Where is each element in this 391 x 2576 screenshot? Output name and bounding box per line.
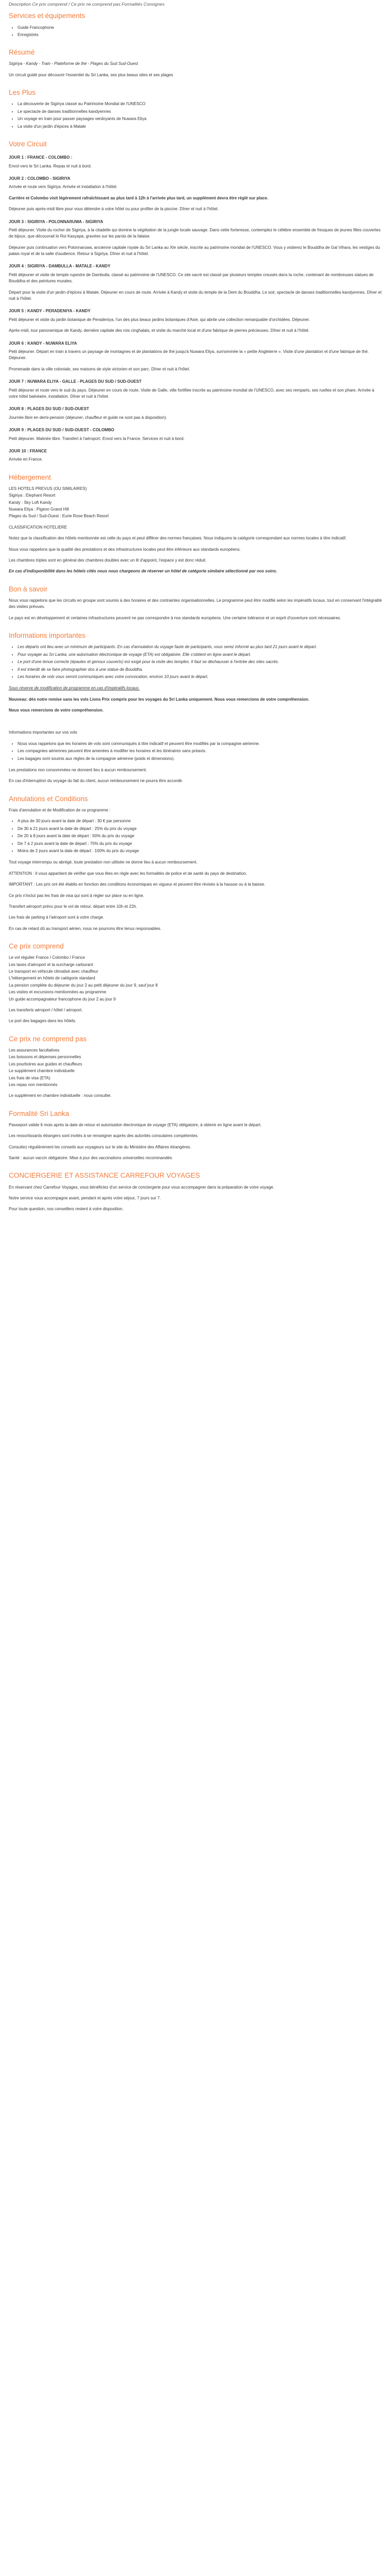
excluded-line: Le supplément chambre individuelle [9, 1069, 75, 1074]
day-title: JOUR 2 : COLOMBO - SIGIRIYA [9, 176, 71, 181]
conciergerie-text: En réservant chez Carrefour Voyages, vous bénéficiez d'un service de conciergerie pour vous accompagner dans la préparation de votre voyage. [9, 1184, 274, 1190]
list-item: • Un voyage en train pour passer paysages verdoyants de Nuwara Eliya [18, 116, 382, 122]
hotel-line: Sigiriya : Elephant Resort [9, 493, 56, 498]
formalite-text: Les ressortissants étrangers sont invités à se renseigner auprès des autorités consulaires compétentes. [9, 1133, 199, 1139]
day-10 [9, 448, 382, 463]
included-line: L'hébergement en hôtels de catégorie standard [9, 976, 95, 981]
section-title-resume: Résumé [9, 48, 35, 57]
day-4 [9, 263, 382, 302]
list-item: • Le spectacle de danses traditionnelles kandyennes [18, 109, 382, 115]
list-item: • Pour voyager au Sri Lanka, une autorisation électronique de voyage (ETA) est obligatoire. Elle s'obtient en ligne avant le départ. [18, 652, 382, 658]
section-title-prix-comprend: Ce prix comprend [9, 942, 64, 951]
hotel-line: Plages du Sud / Sud-Ouest : Eurie Rose Beach Resort [9, 514, 109, 519]
list-item: • Guide Francophone [18, 25, 382, 31]
formalite-text: Consultez régulièrement les conseils aux voyageurs sur le site du Ministère des Affaires étrangères. [9, 1144, 191, 1149]
included-line: Les visites et excursions mentionnées au programme [9, 990, 106, 995]
infos-text: Nous vous remercions de votre compréhension. [9, 708, 104, 713]
day-2 [9, 176, 382, 213]
day-title: JOUR 9 : PLAGES DU SUD / SUD-OUEST - COLOMBO [9, 428, 115, 433]
flights-intro: Informations importantes sur vos vols [9, 730, 77, 735]
list-item: • Il est interdit de se faire photographier dos à une statue de Bouddha. [18, 667, 382, 673]
list-item: • Enregistrés [18, 32, 382, 38]
infos-list [9, 644, 382, 680]
list-item: • Les départs ont lieu avec un minimum de participants. En cas d'annulation du voyage faute de participants, vous serez informé au plus tard 21 jours avant le départ. [18, 644, 382, 650]
day-8 [9, 406, 382, 421]
resume-line-1: Sigiriya - Kandy - Train - Plateforme de thé - Plages du Sud Sud-Ouest [9, 61, 138, 66]
conditions-text: Transfert aéroport prévu pour le vol de retour, départ entre 10h et 22h. [9, 904, 137, 909]
day-title: JOUR 3 : SIGIRIYA - POLONNARUWA - SIGIRIYA [9, 219, 103, 224]
day-text: Départ pour la visite d'un jardin d'épices à Matale. Déjeuner en cours de route. Arrivée à Kandy et visite du temple de la Dent du Bouddha. Le soir, spectacle de danses traditionnelles kandyennes. Dîner et nuit à l'hôtel. [9, 290, 382, 301]
day-6 [9, 341, 382, 373]
day-title: JOUR 1 : FRANCE - COLOMBO : [9, 155, 73, 160]
hotels-heading: LES HOTELS PREVUS (OU SIMILAIRES) [9, 486, 87, 491]
list-item: • La découverte de Sigiriya classé au Patrimoine Mondial de l'UNESCO [18, 101, 382, 107]
list-item: • De 30 à 21 jours avant la date de départ : 25% du prix du voyage [18, 826, 382, 832]
list-item: • A plus de 30 jours avant la date de départ : 30 € par personne [18, 818, 382, 824]
conditions-text: Les frais de parking à l'aéroport sont à votre charge. [9, 915, 104, 920]
list-item: • De 7 à 2 jours avant la date de départ : 75% du prix du voyage [18, 841, 382, 847]
included-line: Un guide accompagnateur francophone du jour 2 au jour 9 [9, 996, 116, 1002]
conditions-intro: Frais d'annulation et de Modification de ce programme : [9, 807, 111, 812]
day-title: JOUR 7 : NUWARA ELIYA - GALLE - PLAGES DU SUD / SUD-OUEST [9, 379, 142, 384]
infos-text: Sous réserve de modification de programme en cas d'impératifs locaux. [9, 686, 140, 691]
list-item: • Nous vous rappelons que les horaires de vols sont communiqués à titre indicatif et peuvent être modifiés par la compagnie aérienne. [18, 741, 382, 747]
flights-note: En cas d'interruption du voyage du fait du client, aucun remboursement ne pourra être accordé. [9, 778, 183, 784]
included-line: Le vol régulier France / Colombo / France [9, 955, 85, 960]
hebergement-text: Nous vous rappelons que la qualité des prestations et des infrastructures locales peut être inférieure aux standards européens. [9, 547, 241, 552]
included-text: Le port des bagages dans les hôtels. [9, 1019, 76, 1024]
hotel-line: Nuwara Eliya : Pigeon Grand Hill [9, 507, 69, 512]
list-item: • De 20 à 8 jours avant la date de départ : 50% du prix du voyage [18, 833, 382, 839]
top-line: Description Ce prix comprend / Ce prix ne comprend pas Formalités Consignes [9, 2, 165, 7]
list-item: • Moins de 2 jours avant la date de départ : 100% du prix du voyage [18, 848, 382, 854]
conciergerie-text: Pour toute question, nos conseillers restent à votre disposition. [9, 1207, 124, 1212]
day-3 [9, 219, 382, 258]
included-line: Les taxes d'aéroport et la surcharge carburant [9, 962, 93, 967]
plus-list [9, 101, 382, 130]
classification-title: CLASSIFICATION HOTELIERE [9, 524, 67, 530]
conditions-important: IMPORTANT : Les prix ont été établis en fonction des conditions économiques en vigueur et peuvent être révisés à la hausse ou à la baisse. [9, 882, 266, 887]
conditions-text: Ce prix n'inclut pas les frais de visa qui sont à régler sur place ou en ligne. [9, 893, 144, 898]
infos-text: Nouveau: dès notre remise sans les vols Lions Prix compris pour les voyages du Sri Lanka uniquement. Nous vous remercions de votre compréhension. [9, 697, 309, 702]
day-title: JOUR 6 : KANDY - NUWARA ELIYA [9, 341, 77, 346]
excluded-line: Les pourboires aux guides et chauffeurs [9, 1061, 83, 1066]
services-list [9, 25, 382, 39]
day-title: JOUR 10 : FRANCE [9, 448, 47, 453]
day-text: Déjeuner puis après-midi libre pour vous détendre à votre hôtel ou pour profiter de la piscine. Dîner et nuit à l'hôtel. [9, 207, 219, 212]
included-line: La pension complète du déjeuner du jour 2 au petit déjeuner du jour 9, sauf jour 8 [9, 982, 158, 988]
excluded-line: Les assurances facultatives [9, 1047, 60, 1053]
included-text: Les transferts aéroport / hôtel / aéroport. [9, 1007, 83, 1012]
section-title-prix-ne-comprend-pas: Ce prix ne comprend pas [9, 1035, 87, 1043]
formalite-text: Santé : aucun vaccin obligatoire. Mise à jour des vaccinations universelles recommandée. [9, 1156, 173, 1161]
day-text: Petit déjeuner et visite de temple rupestre de Dambulla, classé au patrimoine de l'UNESCO. Ce site sacré est classé par plusieurs temples creusés dans la roche, contenant de nombreuses statues de Bouddha et des peintures murales. [9, 272, 374, 284]
section-title-conciergerie: CONCIERGERIE ET ASSISTANCE CARREFOUR VOYAGES [9, 1172, 200, 1180]
section-title-plus: Les Plus [9, 89, 36, 97]
section-title-bon-a-savoir: Bon à savoir [9, 585, 48, 593]
excluded-list [9, 1047, 382, 1088]
day-title: JOUR 4 : SIGIRIYA - DAMBULLA - MATALE - KANDY [9, 264, 111, 269]
excluded-line: Les boissons et dépenses personnelles [9, 1055, 82, 1060]
section-title-formalite-sri-lanka: Formalité Sri Lanka [9, 1109, 70, 1117]
conditions-text: Tout voyage interrompu ou abrégé, toute prestation non utilisée ne donne lieu à aucun remboursement. [9, 860, 198, 865]
conciergerie-text: Notre service vous accompagne avant, pendant et après votre séjour, 7 jours sur 7. [9, 1196, 161, 1201]
day-text: Arrivée et route vers Sigiriya. Arrivée et installation à l'hôtel. [9, 184, 118, 190]
flights-note: Les prestations non consommées ne donnent lieu à aucun remboursement. [9, 768, 147, 773]
section-title-informations: Informations importantes [9, 632, 86, 640]
hotels-list [9, 486, 382, 520]
cancellation-fees-list [9, 818, 382, 854]
day-1 [9, 155, 382, 170]
flights-list [9, 741, 382, 762]
hebergement-text: Les chambres triples sont en général des chambres doubles avec un lit d'appoint, l'espace y est donc réduit. [9, 558, 207, 563]
included-line: Le transport en véhicule climatisé avec chauffeur [9, 969, 99, 974]
day-title: JOUR 8 : PLAGES DU SUD / SUD-OUEST [9, 406, 89, 412]
conditions-attention: ATTENTION : Il vous appartient de vérifier que vous êtes en règle avec les formalités de police et de santé du pays de destination. [9, 871, 247, 876]
excluded-text: Le supplément en chambre individuelle : nous consulter. [9, 1093, 112, 1098]
day-text: Promenade dans la ville coloniale, ses maisons de style victorien et son parc. Dîner et nuit à l'hôtel. [9, 366, 190, 371]
list-item: • Le port d'une tenue correcte (épaules et genoux couverts) est exigé pour la visite des temples. Il faut se déchausser à l'entrée des sites sacrés. [18, 659, 382, 665]
day-5 [9, 308, 382, 334]
conditions-text: En cas de retard dû au transport aérien, nous ne pourrons être tenus responsables. [9, 926, 161, 931]
bon-a-savoir-text: Nous vous rappelons que les circuits en groupe sont soumis à des horaires et des contraintes organisationnelles. Le programme peut être modifié selon les impératifs locaux, tout en conservant l'intégralité des visites prévues. [9, 598, 382, 609]
day-text: Petit déjeuner et visite du jardin botanique de Peradeniya, l'un des plus beaux jardins botaniques d'Asie, qui abrite une collection remarquable d'orchidées. Déjeuner. [9, 317, 310, 322]
day-text: Petit déjeuner. Départ en train à travers un paysage de montagnes et de plantations de thé jusqu'à Nuwara Eliya, surnommée la « petite Angleterre ». Visite d'une plantation et d'une fabrique de thé. Déjeuner. [9, 349, 369, 361]
day-title: JOUR 5 : KANDY - PERADENIYA - KANDY [9, 309, 91, 314]
hebergement-text: Notez que la classification des hôtels mentionnée est celle du pays et peut différer des normes françaises. Nous indiquons la catégorie correspondant aux normes locales à titre indicatif. [9, 536, 347, 541]
bon-a-savoir-text: Le pays est en développement et certaines infrastructures peuvent ne pas correspondre à nos standards européens. Une certaine tolérance et un esprit d'ouverture sont nécessaires. [9, 615, 341, 620]
list-item: • Les bagages sont soumis aux règles de la compagnie aérienne (poids et dimensions). [18, 756, 382, 762]
included-list [9, 955, 382, 1003]
day-text: Carrière et Colombo visit légèrement rafraîchissant au plus tard à 12h à l'arrivée plus tard, un supplément devra être réglé sur place. [9, 195, 268, 200]
day-text: Envol vers le Sri Lanka. Repas et nuit à bord. [9, 163, 92, 168]
list-item: • Les horaires de vols vous seront communiqués avec votre convocation, environ 10 jours avant le départ. [18, 674, 382, 680]
section-title-circuit: Votre Circuit [9, 140, 47, 148]
section-title-hebergement: Hébergement [9, 473, 51, 481]
hebergement-note: En cas d'indisponibilité dans les hôtels cités nous nous chargeons de réserver un hôtel de catégorie similaire sélectionné par nos soins. [9, 569, 278, 574]
resume-line-2: Un circuit guidé pour découvrir l'essentiel du Sri Lanka, ses plus beaux sites et ses plages [9, 72, 173, 77]
hotel-line: Kandy : Sky Loft Kandy [9, 500, 52, 505]
day-text: Petit déjeuner et route vers le sud du pays. Déjeuner en cours de route. Visite de Galle, ville fortifiée inscrite au patrimoine mondial de l'UNESCO, avec ses remparts, ses ruelles et son phare. Arrivée à votre hôtel balnéaire, installation. Dîner et nuit à l'hôtel. [9, 387, 374, 399]
day-7 [9, 379, 382, 400]
section-title-services: Services et équipements [9, 12, 85, 20]
formalite-text: Passeport valide 6 mois après la date de retour et autorisation électronique de voyage (ETA) obligatoire, à obtenir en ligne avant le départ. [9, 1122, 262, 1127]
excluded-line: Les frais de visa (ETA) [9, 1075, 51, 1080]
day-text: Petit déjeuner. Visite du rocher de Sigiriya, à la citadelle qui domine la végétation de la jungle locale sauvage. Dans cette forteresse, contemplez le célèbre ensemble de fresques de jeunes filles couvertes de bijoux, que découvrait le Roi Kasyapa, gravées sur les parois de la falaise. [9, 227, 381, 239]
day-text: Déjeuner puis continuation vers Polonnaruwa, ancienne capitale royale du Sri Lanka au XIe siècle, inscrite au patrimoine mondial de l'UNESCO. Vous y visiterez le Bouddha de Gal Vihara, les vestiges du palais royal et de la salle d'audience. Retour à Sigiriya. Dîner et nuit à l'hôtel. [9, 245, 380, 257]
day-text: Arrivée en France. [9, 457, 43, 462]
list-item: • La visite d'un jardin d'épices à Matale [18, 124, 382, 130]
day-text: Après-midi, tour panoramique de Kandy, dernière capitale des rois cinghalais, et visite du marché local et d'une fabrique de pierres précieuses. Dîner et nuit à l'hôtel. [9, 328, 309, 333]
day-text: Petit déjeuner. Matinée libre. Transfert à l'aéroport. Envol vers la France. Services et nuit à bord. [9, 436, 185, 441]
section-title-conditions: Annulations et Conditions [9, 794, 88, 803]
list-item: • Les compagnies aériennes peuvent être amenées à modifier les horaires et les itinéraires sans préavis. [18, 748, 382, 754]
page [0, 0, 391, 1213]
day-9 [9, 427, 382, 442]
excluded-line: Les repas non mentionnés [9, 1082, 58, 1087]
day-text: Journée libre en demi-pension (déjeuner, chauffeur et guide ne sont pas à disposition). [9, 415, 167, 420]
